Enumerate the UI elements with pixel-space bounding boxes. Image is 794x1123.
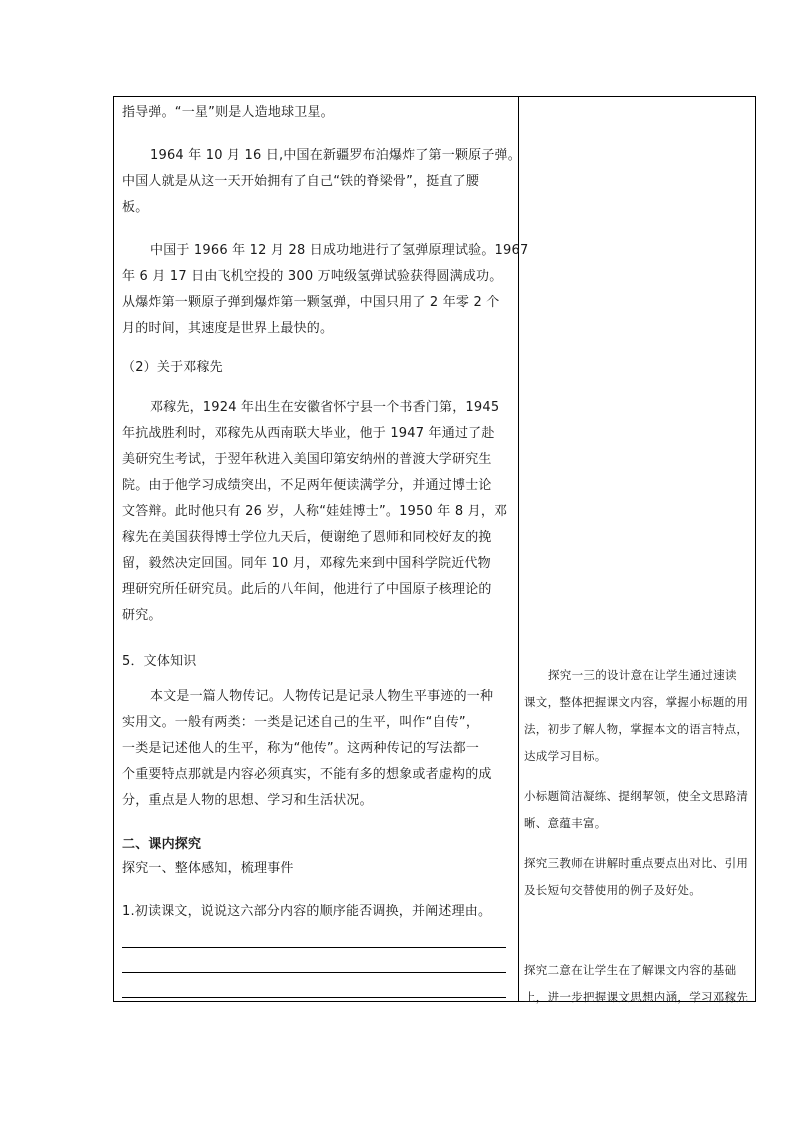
note-1-line: 法，初步了解人物，掌握本文的语言特点， [524, 722, 749, 736]
note-4-line: 上，进一步把握课文思想内涵，学习邓稼先 [524, 990, 749, 1004]
note-2-line: 晰、意蕴丰富。 [524, 816, 607, 830]
para-deng-line: 稼先在美国获得博士学位九天后，便谢绝了恩师和同校好友的挽 [122, 530, 492, 545]
para-1964-line: 中国人就是从这一天开始拥有了自己“铁的脊梁骨”，挺直了腰 [122, 174, 480, 189]
para-1964-line: 1964 年 10 月 16 日,中国在新疆罗布泊爆炸了第一颗原子弹。 [150, 148, 521, 163]
para-1966-line: 月的时间，其速度是世界上最快的。 [122, 321, 334, 336]
para-1964-line: 板。 [122, 200, 149, 215]
answer-blank-line[interactable] [122, 947, 506, 948]
para-1966-line: 中国于 1966 年 12 月 28 日成功地进行了氢弹原理试验。1967 [150, 243, 529, 258]
para-deng-line: 邓稼先，1924 年出生在安徽省怀宁县一个书香门第，1945 [150, 400, 500, 415]
answer-blank-line[interactable] [122, 972, 506, 973]
note-3-line: 及长短句交替使用的例子及好处。 [524, 883, 701, 897]
inquiry-title: 探究一、整体感知，梳理事件 [122, 861, 294, 876]
para-genre-line: 分，重点是人物的思想、学习和生活状况。 [122, 793, 373, 808]
lesson-plan-table [113, 96, 756, 1002]
para-genre-line: 本文是一篇人物传记。人物传记是记录人物生平事迹的一种 [150, 689, 494, 704]
note-1-line: 课文，整体把握课文内容，掌握小标题的用 [524, 695, 749, 709]
para-deng-line: 留，毅然决定回国。同年 10 月，邓稼先来到中国科学院近代物 [122, 556, 491, 571]
note-4-line: 探究二意在让学生在了解课文内容的基础 [524, 963, 737, 977]
section-title: 二、课内探究 [122, 837, 202, 852]
notes-column [522, 97, 754, 1004]
para-deng-line: 文答辩。此时他只有 26 岁，人称“娃娃博士”。1950 年 8 月，邓 [122, 504, 508, 519]
column-divider [518, 97, 519, 1001]
para-deng-line: 研究。 [122, 608, 162, 623]
para-deng-line: 美研究生考试，于翌年秋进入美国印第安纳州的普渡大学研究生 [122, 452, 492, 467]
question-1: 1.初读课文，说说这六部分内容的顺序能否调换，并阐述理由。 [122, 904, 492, 919]
heading-genre: 5．文体知识 [122, 654, 197, 669]
content-column [120, 97, 529, 1001]
note-1-line: 探究一三的设计意在让学生通过速读 [548, 668, 737, 682]
heading-deng: （2）关于邓稼先 [122, 360, 223, 375]
para-deng-line: 理研究所任研究员。此后的八年间，他进行了中国原子核理论的 [122, 582, 492, 597]
answer-blank-line[interactable] [122, 997, 506, 998]
note-1-line: 达成学习目标。 [524, 749, 607, 763]
para-1966-line: 年 6 月 17 日由飞机空投的 300 万吨级氢弹试验获得圆满成功。 [122, 269, 503, 284]
para-deng-line: 年抗战胜利时，邓稼先从西南联大毕业，他于 1947 年通过了赴 [122, 426, 495, 441]
para-genre-line: 一类是记述他人的生平，称为“他传”。这两种传记的写法都一 [122, 741, 480, 756]
para-deng-line: 院。由于他学习成绩突出，不足两年便读满学分，并通过博士论 [122, 478, 492, 493]
para-genre-line: 实用文。一般有两类：一类是记述自己的生平，叫作“自传”， [122, 715, 480, 730]
intro-tail-text: 指导弹。“一星”则是人造地球卫星。 [122, 105, 334, 120]
para-1966-line: 从爆炸第一颗原子弹到爆炸第一颗氢弹，中国只用了 2 年零 2 个 [122, 295, 500, 310]
note-2-line: 小标题简洁凝练、提纲挈领，使全文思路清 [524, 789, 749, 803]
para-genre-line: 个重要特点那就是内容必须真实，不能有多的想象或者虚构的成 [122, 767, 492, 782]
note-3-line: 探究三教师在讲解时重点要点出对比、引用 [524, 856, 749, 870]
